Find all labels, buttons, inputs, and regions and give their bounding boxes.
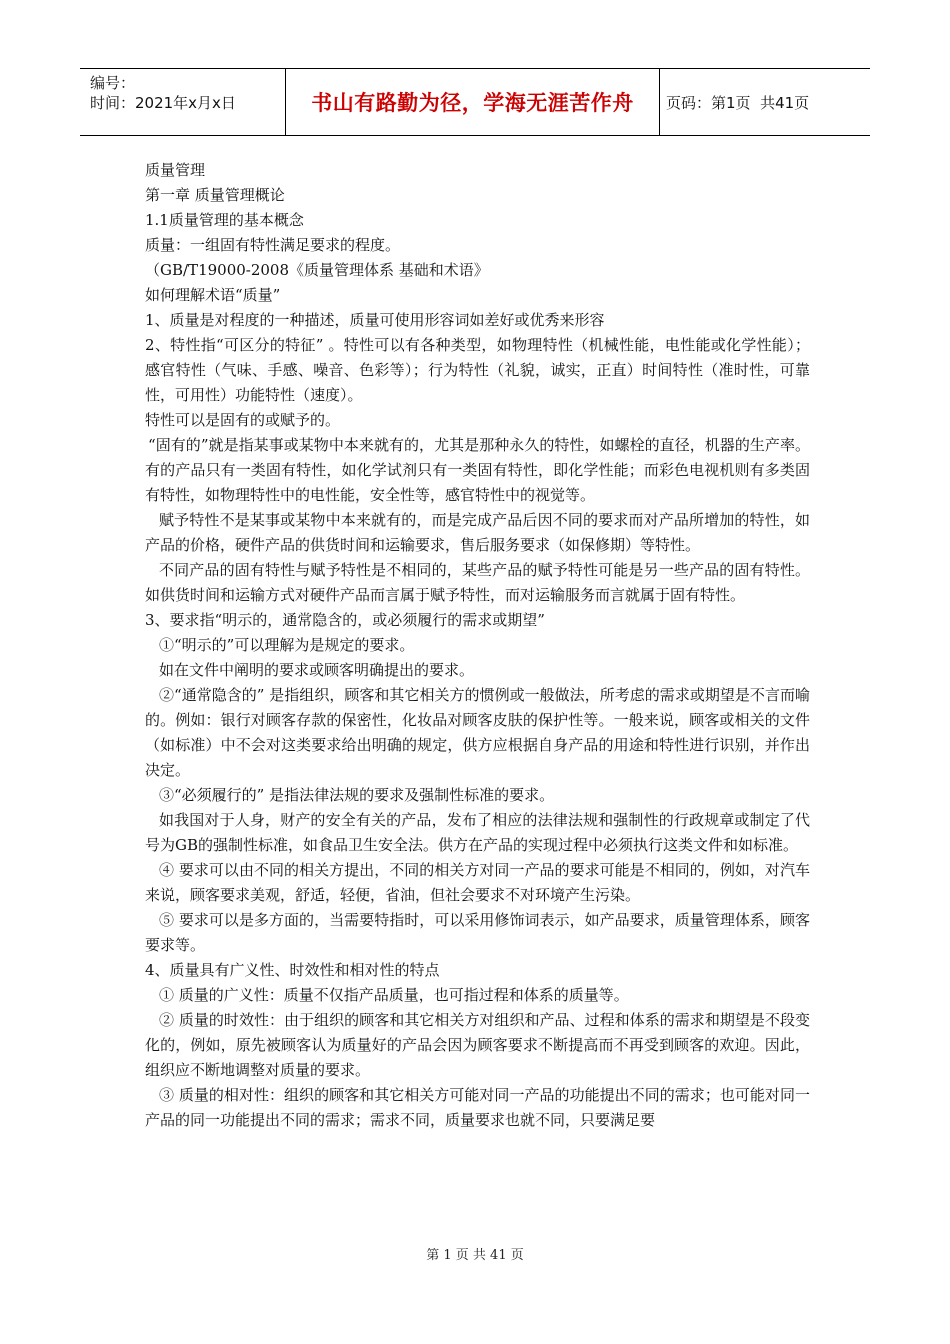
paragraph: ① 质量的广义性：质量不仅指产品质量，也可指过程和体系的质量等。 — [159, 986, 629, 1004]
header-meta — [80, 69, 285, 135]
page-footer: 第 1 页 共 41 页 — [426, 1248, 524, 1263]
chapter-heading: 第一章 质量管理概论 — [145, 186, 285, 204]
header-motto: 书山有路勤为径，学海无涯苦作舟 — [285, 69, 660, 135]
document-number-label: 编号： — [90, 74, 136, 92]
paragraph: （GB/T19000-2008《质量管理体系 基础和术语》 — [145, 261, 489, 279]
paragraph: 如在文件中阐明的要求或顾客明确提出的要求。 — [159, 661, 475, 679]
doc-title: 质量管理 — [145, 161, 206, 179]
section-heading: 1.1质量管理的基本概念 — [145, 211, 304, 229]
paragraph: ② 质量的时效性：由于组织的顾客和其它相关方对组织和产品、过程和体系的需求和期望是不段变化的，例如，原先被顾客认为质量好的产品会因为顾客要求不断提高而不再受到顾客的欢迎。因此，组织应不断地调整对质量的要求。 — [145, 1011, 810, 1079]
paragraph: ④ 要求可以由不同的相关方提出，不同的相关方对同一产品的要求可能是不相同的，例如，对汽车来说，顾客要求美观，舒适，轻便，省油，但社会要求不对环境产生污染。 — [145, 861, 810, 904]
paragraph: ③“必须履行的” 是指法律法规的要求及强制性标准的要求。 — [159, 786, 555, 804]
paragraph: 1、质量是对程度的一种描述，质量可使用形容词如差好或优秀来形容 — [145, 311, 605, 329]
paragraph: ①“明示的”可以理解为是规定的要求。 — [159, 636, 415, 654]
paragraph: 2、特性指“可区分的特征” 。特性可以有各种类型，如物理特性（机械性能，电性能或化学性能）；感官特性（气味、手感、噪音、色彩等）；行为特性（礼貌，诚实，正直）时间特性（准时性，可靠性，可用性）功能特性（速度）。 — [145, 336, 810, 404]
header-page-info — [660, 69, 870, 135]
paragraph: “固有的”就是指某事或某物中本来就有的，尤其是那种永久的特性，如螺栓的直径，机器的生产率。有的产品只有一类固有特性，如化学试剂只有一类固有特性，即化学性能；而彩色电视机则有多类固有特性，如物理特性中的电性能，安全性等，感官特性中的视觉等。 — [145, 436, 810, 504]
document-time-label: 时间：2021年x月x日 — [90, 94, 236, 112]
paragraph: 不同产品的固有特性与赋予特性是不相同的，某些产品的赋予特性可能是另一些产品的固有特性。如供货时间和运输方式对硬件产品而言属于赋予特性，而对运输服务而言就属于固有特性。 — [145, 561, 810, 604]
page-header — [80, 68, 870, 136]
paragraph: ⑤ 要求可以是多方面的，当需要特指时，可以采用修饰词表示，如产品要求，质量管理体系，顾客要求等。 — [145, 911, 810, 954]
page-info-text: 页码：第1页 共41页 — [666, 93, 810, 112]
paragraph: 质量：一组固有特性满足要求的程度。 — [145, 236, 401, 254]
paragraph: 3、要求指“明示的，通常隐含的，或必须履行的需求或期望” — [145, 611, 545, 629]
document-body — [145, 158, 810, 1133]
paragraph: 如何理解术语“质量” — [145, 286, 281, 304]
paragraph: 赋予特性不是某事或某物中本来就有的，而是完成产品后因不同的要求而对产品所增加的特性，如产品的价格，硬件产品的供货时间和运输要求，售后服务要求（如保修期）等特性。 — [145, 511, 810, 554]
paragraph: ②“通常隐含的” 是指组织，顾客和其它相关方的惯例或一般做法，所考虑的需求或期望是不言而喻的。例如：银行对顾客存款的保密性，化妆品对顾客皮肤的保护性等。一般来说，顾客或相关的文件（如标准）中不会对这类要求给出明确的规定，供方应根据自身产品的用途和特性进行识别，并作出决定。 — [145, 686, 810, 779]
paragraph: 如我国对于人身，财产的安全有关的产品，发布了相应的法律法规和强制性的行政规章或制定了代号为GB的强制性标准，如食品卫生安全法。供方在产品的实现过程中必须执行这类文件和如标准。 — [145, 811, 810, 854]
paragraph: 4、质量具有广义性、时效性和相对性的特点 — [145, 961, 440, 979]
paragraph: ③ 质量的相对性：组织的顾客和其它相关方可能对同一产品的功能提出不同的需求；也可能对同一产品的同一功能提出不同的需求；需求不同，质量要求也就不同，只要满足要 — [145, 1086, 810, 1129]
paragraph: 特性可以是固有的或赋予的。 — [145, 411, 341, 429]
